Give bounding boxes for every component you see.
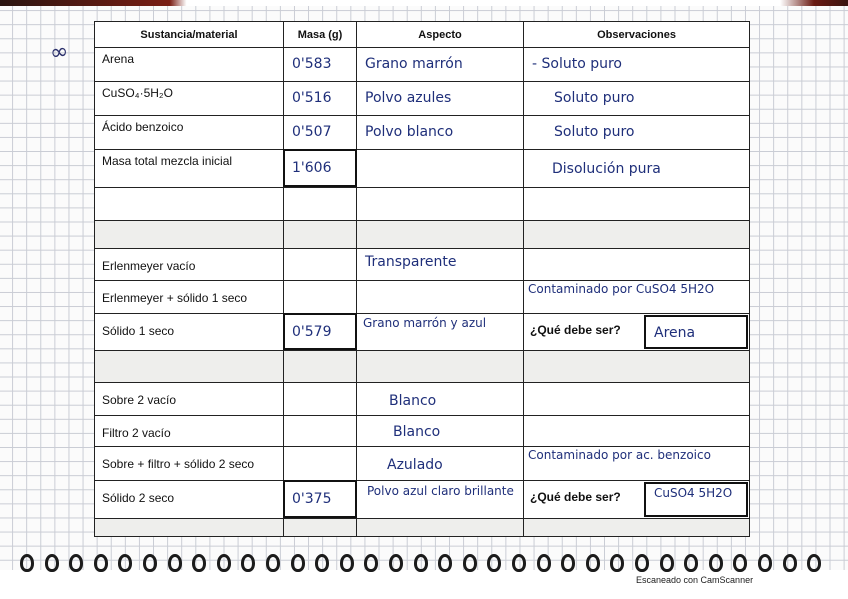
- mass-value: 1'606: [292, 160, 332, 176]
- spiral-ring: [660, 554, 674, 572]
- spiral-ring: [45, 554, 59, 572]
- observation-value: Disolución pura: [552, 161, 661, 177]
- spiral-ring: [758, 554, 772, 572]
- header-aspect: Aspecto: [356, 22, 523, 47]
- spiral-ring: [537, 554, 551, 572]
- table-row: [95, 47, 749, 81]
- answer-value: CuSO4 5H2O: [654, 486, 733, 500]
- table-row: [95, 313, 749, 350]
- spiral-ring: [783, 554, 797, 572]
- table-row: [95, 220, 749, 248]
- spiral-ring: [414, 554, 428, 572]
- row-label: Arena: [102, 52, 135, 66]
- scanner-watermark: Escaneado con CamScanner: [636, 575, 754, 585]
- spiral-ring: [733, 554, 747, 572]
- spiral-ring: [586, 554, 600, 572]
- spiral-ring: [241, 554, 255, 572]
- row-label: Sólido 1 seco: [102, 324, 175, 338]
- header-substance: Sustancia/material: [140, 29, 238, 41]
- row-label: CuSO₄·5H₂O: [102, 86, 173, 100]
- spiral-ring: [266, 554, 280, 572]
- question-label: ¿Qué debe ser?: [530, 323, 621, 337]
- table-row: [95, 518, 749, 536]
- observation-value: Soluto puro: [554, 124, 635, 140]
- spiral-ring: [610, 554, 624, 572]
- question-label: ¿Qué debe ser?: [530, 490, 621, 504]
- spiral-ring: [438, 554, 452, 572]
- answer-box: [644, 315, 748, 349]
- aspect-value: Grano marrón: [365, 56, 463, 72]
- mass-value: 0'375: [292, 491, 332, 507]
- table-row: [95, 350, 749, 382]
- aspect-value: Blanco: [393, 424, 441, 440]
- spiral-ring: [389, 554, 403, 572]
- spiral-ring: [635, 554, 649, 572]
- table-row: [95, 382, 749, 415]
- spiral-ring: [709, 554, 723, 572]
- row-label: Ácido benzoico: [102, 120, 184, 134]
- table-row: [95, 446, 749, 480]
- table-row: [95, 115, 749, 149]
- solid1-mass-box: [283, 313, 357, 350]
- spiral-binding: [20, 554, 832, 574]
- spiral-ring: [463, 554, 477, 572]
- table-row: [95, 81, 749, 115]
- spiral-ring: [315, 554, 329, 572]
- table-row: [95, 149, 749, 187]
- row-label: Filtro 2 vacío: [102, 426, 171, 440]
- total-mass-box: [283, 149, 357, 187]
- mass-value: 0'579: [292, 324, 332, 340]
- observation-value: - Soluto puro: [532, 56, 622, 72]
- mass-value: 0'516: [292, 90, 332, 106]
- mass-value: 0'583: [292, 56, 332, 72]
- spiral-ring: [69, 554, 83, 572]
- spiral-ring: [512, 554, 526, 572]
- observation-value: Contaminado por ac. benzoico: [528, 448, 711, 462]
- row-label: Sobre 2 vacío: [102, 393, 177, 407]
- spiral-ring: [143, 554, 157, 572]
- table-row: [95, 187, 749, 220]
- spiral-ring: [561, 554, 575, 572]
- table-header-row: [95, 22, 749, 47]
- table-row: [95, 415, 749, 446]
- spiral-ring: [684, 554, 698, 572]
- spiral-ring: [487, 554, 501, 572]
- aspect-value: Polvo azules: [365, 90, 452, 106]
- table-row: [95, 480, 749, 518]
- spiral-ring: [291, 554, 305, 572]
- data-table: [94, 21, 750, 537]
- aspect-value: Transparente: [365, 254, 457, 270]
- answer-value: Arena: [654, 325, 696, 341]
- spiral-ring: [20, 554, 34, 572]
- aspect-value: Polvo azul claro brillante: [367, 484, 514, 498]
- row-label: Erlenmeyer vacío: [102, 259, 196, 273]
- aspect-value: Polvo blanco: [365, 124, 454, 140]
- spiral-ring: [94, 554, 108, 572]
- notebook-cover-edge: [0, 0, 848, 6]
- aspect-value: Blanco: [389, 393, 437, 409]
- spiral-ring: [217, 554, 231, 572]
- mass-value: 0'507: [292, 124, 332, 140]
- row-label: Sólido 2 seco: [102, 491, 175, 505]
- aspect-value: Grano marrón y azul: [363, 316, 487, 330]
- spiral-ring: [192, 554, 206, 572]
- spiral-ring: [364, 554, 378, 572]
- table-row: [95, 280, 749, 313]
- spiral-ring: [340, 554, 354, 572]
- header-mass: Masa (g): [283, 22, 356, 47]
- observation-value: Soluto puro: [554, 90, 635, 106]
- observation-value: Contaminado por CuSO4 5H2O: [528, 282, 715, 296]
- row-label: Masa total mezcla inicial: [102, 154, 233, 168]
- aspect-value: Azulado: [387, 457, 443, 473]
- spiral-ring: [118, 554, 132, 572]
- spiral-ring: [807, 554, 821, 572]
- spiral-ring: [168, 554, 182, 572]
- header-observations: Observaciones: [523, 22, 749, 47]
- row-label: Erlenmeyer + sólido 1 seco: [102, 291, 248, 305]
- table-row: [95, 248, 749, 280]
- margin-mark: ∞: [48, 38, 70, 67]
- solid2-mass-box: [283, 480, 357, 518]
- answer-box: [644, 482, 748, 517]
- row-label: Sobre + filtro + sólido 2 seco: [102, 457, 255, 471]
